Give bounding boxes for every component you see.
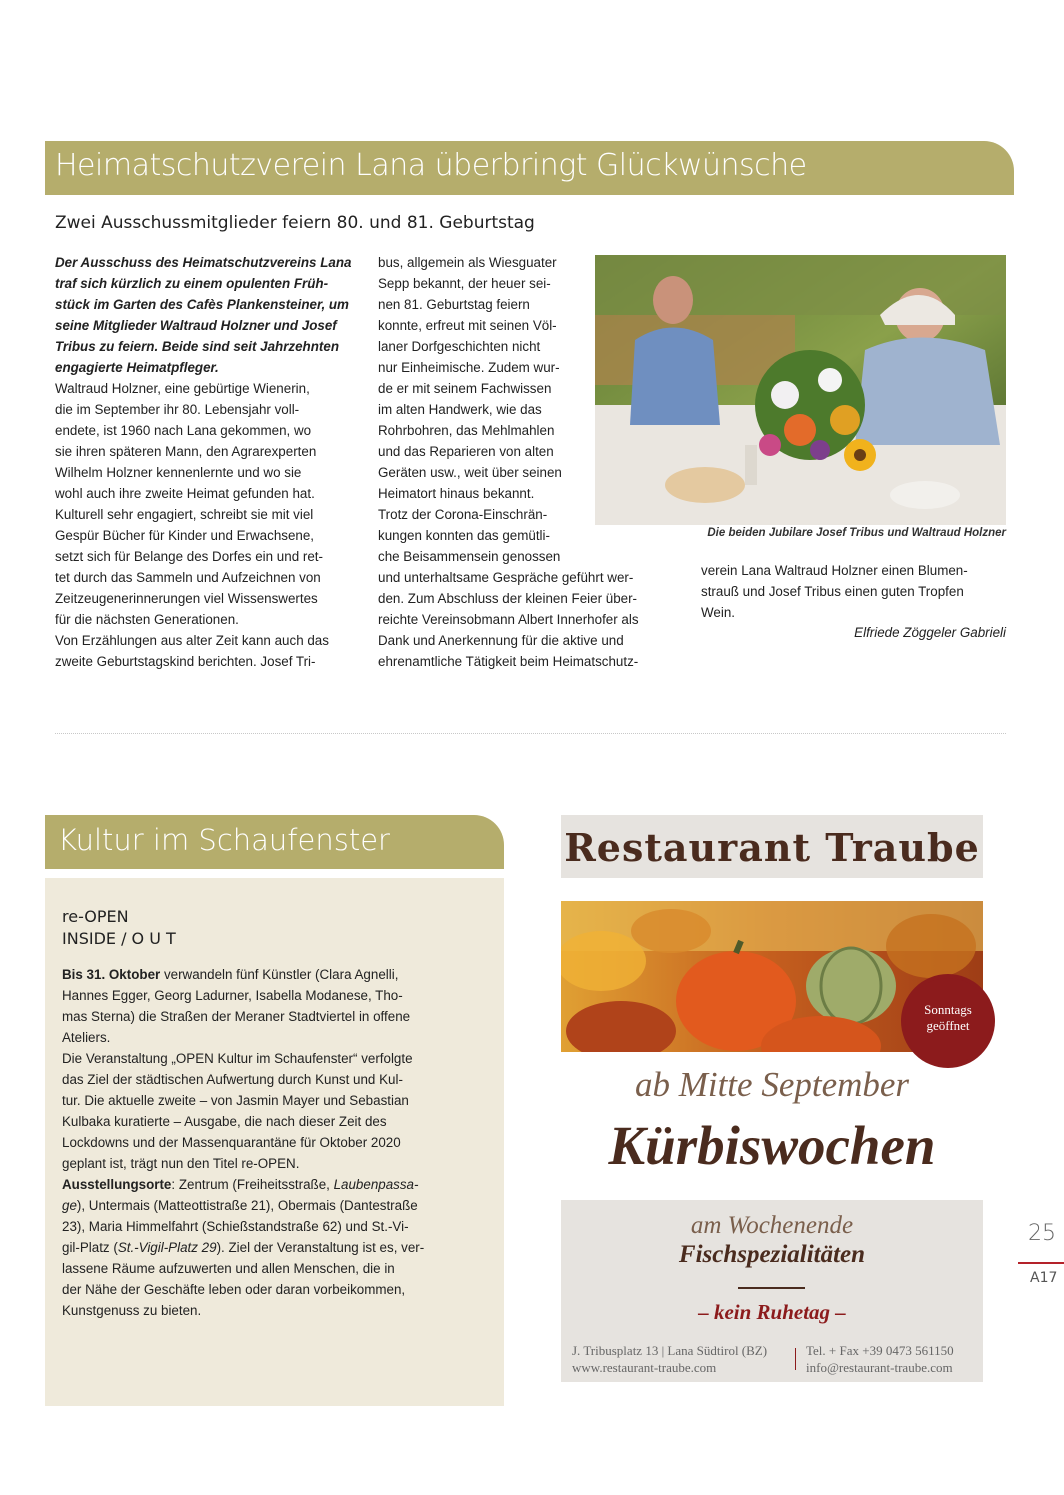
text-span: : Zentrum (Freiheitsstraße, xyxy=(171,1177,334,1192)
text-line: Kulbaka kuratierte – Ausgabe, die nach dieser Zeit des xyxy=(62,1114,387,1129)
text-line: laner Dorfgeschichten nicht xyxy=(378,339,541,354)
lead-line: Der Ausschuss des Heimatschutzvereins Lana xyxy=(55,255,352,270)
text-line: che Beisammensein genossen xyxy=(378,549,561,564)
text-line: tet durch das Sammeln und Aufzeichnen von xyxy=(55,570,321,585)
ad-no-rest-day: – kein Ruhetag – xyxy=(698,1300,846,1324)
text-line xyxy=(62,1195,424,1216)
ad-restaurant-name: Restaurant Traube xyxy=(564,825,980,870)
article-column-3 xyxy=(701,560,1006,623)
text-line: für die nächsten Generationen. xyxy=(55,612,239,627)
text-line: strauß und Josef Tribus einen guten Tropfen xyxy=(701,584,964,599)
text-line: Sepp bekannt, der heuer sei- xyxy=(378,276,551,291)
text-line: der Nähe der Geschäfte leben oder daran vorbeikommen, xyxy=(62,1282,406,1297)
text-line xyxy=(62,1174,424,1195)
ad-contact-right xyxy=(806,1342,954,1376)
article-subtitle: Zwei Ausschussmitglieder feiern 80. und 81. Geburtstag xyxy=(55,213,535,233)
text-line: Zeitzeugenerinnerungen viel Wissenswertes xyxy=(55,591,318,606)
text-line: Wein. xyxy=(701,605,735,620)
lead-line: stück im Garten des Cafès Plankensteiner, um xyxy=(55,297,349,312)
text-line: setzt sich für Belange des Dorfes ein und ret- xyxy=(55,549,323,564)
text-line: kungen konnten das gemütli- xyxy=(378,528,550,543)
text-line: reichte Vereinsobmann Albert Innerhofer als xyxy=(378,612,639,627)
text-span: ge xyxy=(62,1198,77,1213)
ad-phone: Tel. + Fax +39 0473 561150 xyxy=(806,1343,954,1358)
text-span: gil-Platz ( xyxy=(62,1240,118,1255)
text-span: Laubenpassa- xyxy=(333,1177,419,1192)
ad-fish-specials: Fischspezialitäten xyxy=(678,1241,866,1268)
text-line: Von Erzählungen aus alter Zeit kann auch das xyxy=(55,633,329,648)
text-line: den. Zum Abschluss der kleinen Feier über- xyxy=(378,591,638,606)
ad-headline: Kürbiswochen xyxy=(608,1115,936,1176)
text-line: endete, ist 1960 nach Lana gekommen, wo xyxy=(55,423,312,438)
text-line: tur. Die aktuelle zweite – von Jasmin Mayer und Sebastian xyxy=(62,1093,409,1108)
seal-line: Sonntags xyxy=(924,1002,972,1017)
article-header-bar xyxy=(45,141,1014,195)
section-divider xyxy=(55,733,1006,734)
ad-seal-badge xyxy=(905,978,991,1064)
text-line: Gespür Bücher für Kinder und Erwachsene, xyxy=(55,528,315,543)
kultur-box xyxy=(45,878,504,1406)
text-line: mas Sterna) die Straßen der Meraner Stadtviertel in offene xyxy=(62,1009,411,1024)
text-line: 23), Maria Himmelfahrt (Schießstandstraße 62) und St.-Vi- xyxy=(62,1219,409,1234)
ad-email: info@restaurant-traube.com xyxy=(806,1360,953,1375)
text-line: und das Reparieren von alten xyxy=(378,444,554,459)
text-line: verein Lana Waltraud Holzner einen Blumen- xyxy=(701,563,968,578)
kultur-heading xyxy=(62,906,176,950)
text-line: geplant ist, trägt nun den Titel re-OPEN. xyxy=(62,1156,300,1171)
lead-line: Tribus zu feiern. Beide sind seit Jahrzehnten xyxy=(55,339,339,354)
text-line: bus, allgemein als Wiesguater xyxy=(378,255,557,270)
text-span: St.-Vigil-Platz 29 xyxy=(117,1240,217,1255)
text-line: Ateliers. xyxy=(62,1030,111,1045)
ad-website: www.restaurant-traube.com xyxy=(572,1360,717,1375)
ad-contact-left xyxy=(572,1342,767,1376)
text-line: Lockdowns und der Massenquarantäne für Oktober 2020 xyxy=(62,1135,401,1150)
ad-tagline: ab Mitte September xyxy=(634,1065,910,1104)
text-line: Wilhelm Holzner kennenlernte und wo sie xyxy=(55,465,302,480)
kultur-title: Kultur im Schaufenster xyxy=(58,823,390,857)
photo-caption: Die beiden Jubilare Josef Tribus und Waltraud Holzner xyxy=(707,527,1006,539)
ad-contact-separator xyxy=(795,1348,796,1370)
kultur-body xyxy=(62,964,424,1321)
seal-line: geöffnet xyxy=(926,1018,970,1033)
jubilee-photo-illustration xyxy=(595,255,1006,525)
text-line: wohl auch ihre zweite Heimat gefunden hat. xyxy=(55,486,315,501)
ad-rule xyxy=(738,1287,805,1289)
lead-line: engagierte Heimatpfleger. xyxy=(55,360,219,375)
text-line: lassene Räume aufzuwerten und allen Menschen, die in xyxy=(62,1261,395,1276)
text-line: Hannes Egger, Georg Ladurner, Isabella Modanese, Tho- xyxy=(62,988,403,1003)
text-span: ). Ziel der Veranstaltung ist es, ver- xyxy=(216,1240,425,1255)
text-line xyxy=(62,1237,424,1258)
page-number: 25 xyxy=(1028,1221,1056,1246)
ad-restaurant-name-box xyxy=(561,815,983,878)
text-line: Kunstgenuss zu bieten. xyxy=(62,1303,202,1318)
text-line: Rohrbohren, das Mehlmahlen xyxy=(378,423,555,438)
seal-text xyxy=(905,1002,991,1034)
text-line: Die Veranstaltung „OPEN Kultur im Schaufenster“ verfolgte xyxy=(62,1051,413,1066)
kultur-header-bar xyxy=(45,815,504,869)
kultur-line1: re-OPEN xyxy=(62,907,129,926)
page-number-rule xyxy=(1018,1262,1064,1264)
text-line: die im September ihr 80. Lebensjahr voll- xyxy=(55,402,300,417)
page-code: A17 xyxy=(1030,1270,1058,1286)
text-line: Geräten usw., weit über seinen xyxy=(378,465,562,480)
text-span: verwandeln fünf Künstler (Clara Agnelli, xyxy=(160,967,399,982)
text-line xyxy=(62,964,424,985)
text-line: konnte, erfreut mit seinen Völ- xyxy=(378,318,557,333)
kultur-locations-label: Ausstellungsorte xyxy=(62,1177,172,1192)
article-author: Elfriede Zöggeler Gabrieli xyxy=(854,625,1006,640)
text-span: ), Untermais (Matteottistraße 21), Obermais (Dantestraße xyxy=(76,1198,418,1213)
text-line: de er mit seinem Fachwissen xyxy=(378,381,552,396)
text-line: und unterhaltsame Gespräche geführt wer- xyxy=(378,570,634,585)
kultur-date: Bis 31. Oktober xyxy=(62,967,161,982)
ad-address: J. Tribusplatz 13 | Lana Südtirol (BZ) xyxy=(572,1343,768,1358)
text-line: Kulturell sehr engagiert, schreibt sie mit viel xyxy=(55,507,314,522)
article-title: Heimatschutzverein Lana überbringt Glückwünsche xyxy=(55,148,807,183)
text-line: sie ihren späteren Mann, den Agrarexperten xyxy=(55,444,317,459)
text-line: nur Einheimische. Zudem wur- xyxy=(378,360,560,375)
lead-line: seine Mitglieder Waltraud Holzner und Josef xyxy=(55,318,337,333)
text-line: Dank und Anerkennung für die aktive und xyxy=(378,633,624,648)
ad-weekend: am Wochenende xyxy=(690,1212,854,1239)
text-line: Heimatort hinaus bekannt. xyxy=(378,486,535,501)
text-line: Waltraud Holzner, eine gebürtige Wienerin, xyxy=(55,381,310,396)
text-line: nen 81. Geburtstag feiern xyxy=(378,297,530,312)
text-line: zweite Geburtstagskind berichten. Josef Tri- xyxy=(55,654,316,669)
text-line: das Ziel der städtischen Aufwertung durch Kunst und Kul- xyxy=(62,1072,403,1087)
text-line: im alten Handwerk, wie das xyxy=(378,402,542,417)
jubilee-photo xyxy=(595,255,1006,525)
lead-line: traf sich kürzlich zu einem opulenten Früh- xyxy=(55,276,329,291)
text-line: ehrenamtliche Tätigkeit beim Heimatschutz- xyxy=(378,654,639,669)
kultur-line2: INSIDE / O U T xyxy=(62,929,176,948)
article-column-1 xyxy=(55,252,360,672)
ad-info-box xyxy=(561,1200,983,1382)
text-line: Trotz der Corona-Einschrän- xyxy=(378,507,548,522)
